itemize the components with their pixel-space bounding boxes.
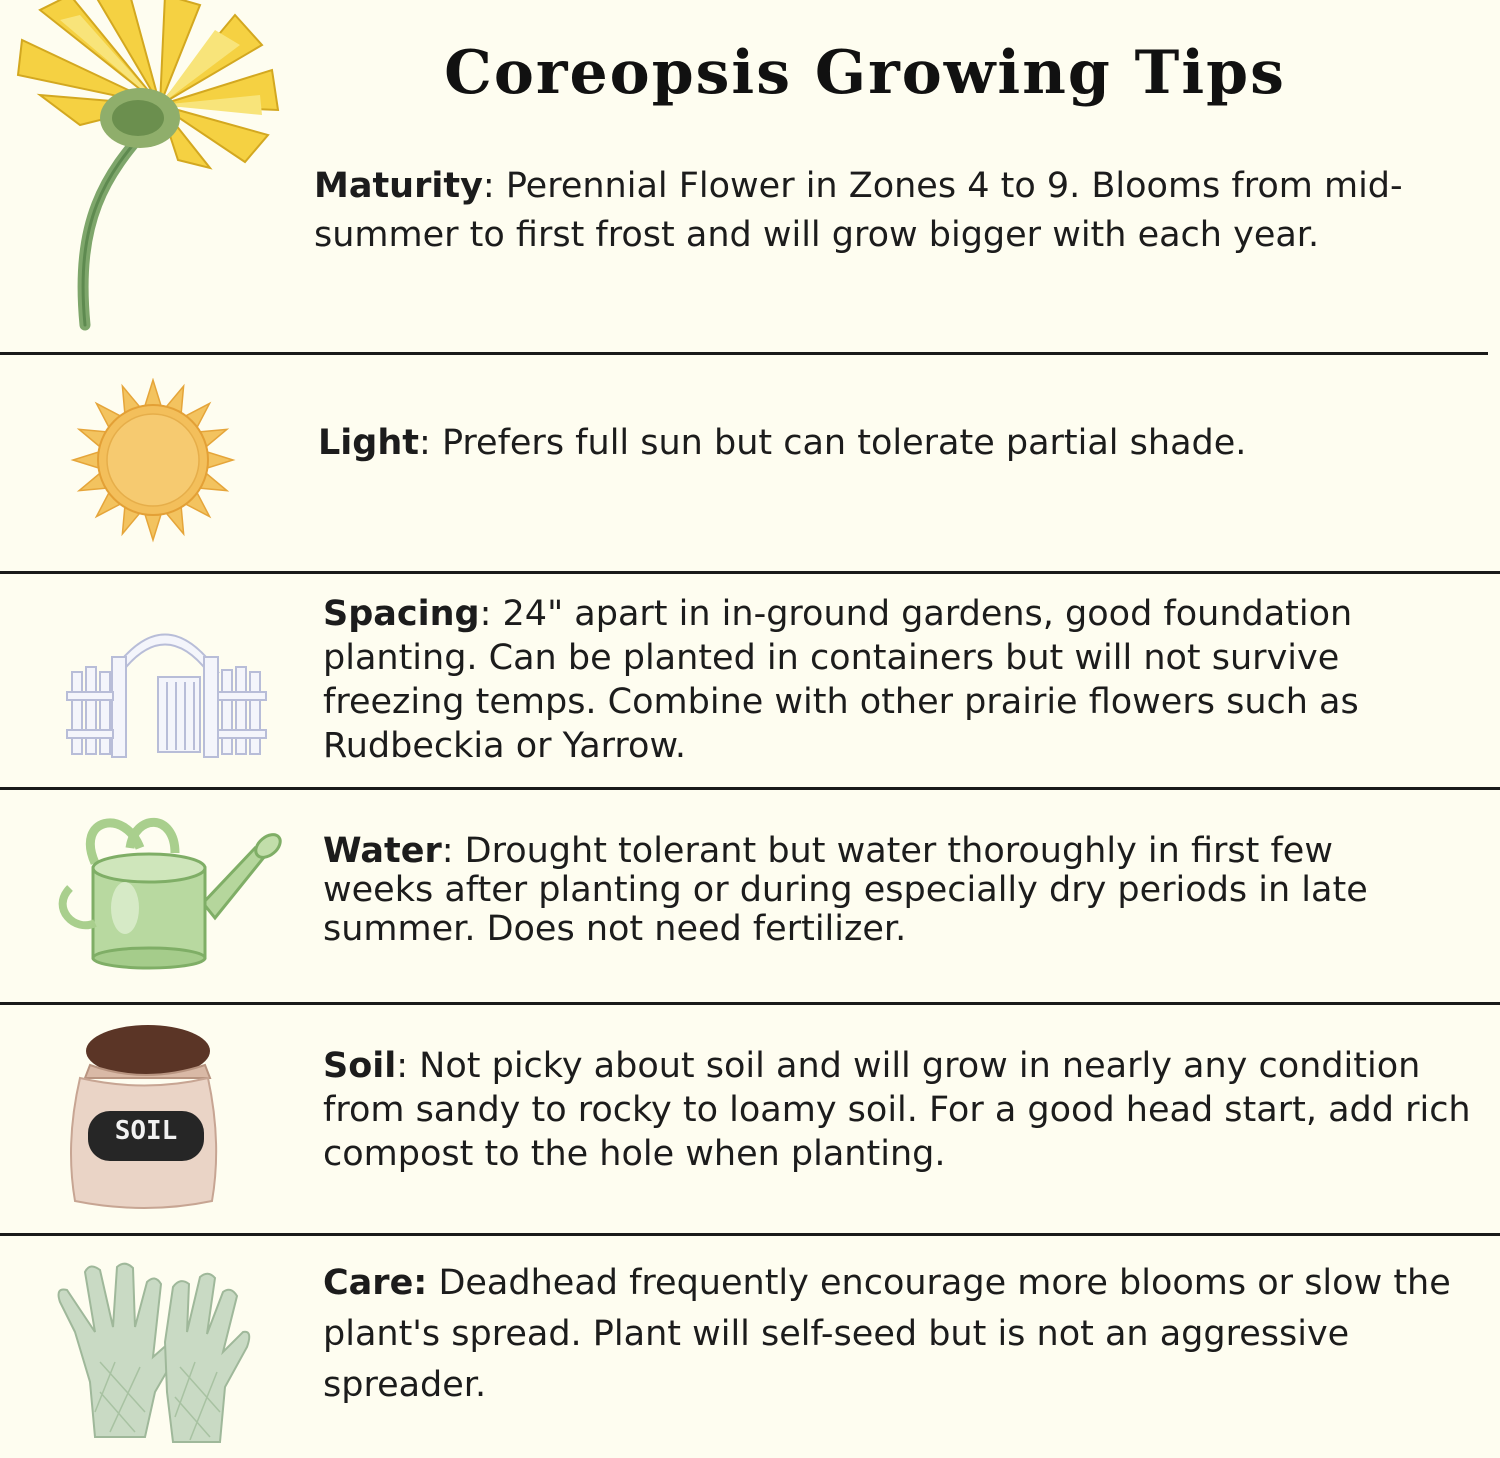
tip-separator [427, 1263, 438, 1303]
tip-label: Care: [323, 1263, 428, 1303]
tip-maturity [314, 162, 1464, 260]
divider [0, 787, 1500, 790]
tip-separator: : [441, 831, 465, 871]
watering-can-icon [55, 808, 295, 978]
tip-spacing [323, 592, 1433, 768]
garden-gate-icon [62, 612, 272, 762]
divider [0, 1233, 1500, 1236]
tip-water [323, 832, 1423, 950]
divider [0, 571, 1500, 574]
tip-separator: : [396, 1046, 420, 1086]
tip-text: Deadhead frequently encourage more blooms or slow the plant's spread. Plant will self-seed but is not an aggressive spreader. [323, 1263, 1451, 1405]
tip-separator: : [479, 594, 503, 634]
divider [0, 352, 1488, 355]
tip-light [318, 420, 1468, 466]
tip-label: Light [318, 423, 420, 463]
page-title: Coreopsis Growing Tips [444, 38, 1286, 108]
tip-label: Maturity [314, 166, 483, 206]
tip-label: Spacing [323, 594, 480, 634]
tip-care [323, 1258, 1473, 1410]
tip-text: Drought tolerant but water thoroughly in first few weeks after planting or during especially dry periods in late summer. Does not need fertilizer. [323, 831, 1368, 950]
tip-separator: : [482, 166, 506, 206]
tip-text: Not picky about soil and will grow in nearly any condition from sandy to rocky to loamy soil. For a good head start, add rich compost to the hole when planting. [323, 1046, 1471, 1175]
tip-text: 24" apart in in-ground gardens, good foundation planting. Can be planted in containers but will not survive freezing temps. Combine with other prairie flowers such as Rudbeckia or Yarrow. [323, 594, 1359, 767]
gardening-gloves-icon [55, 1262, 255, 1457]
tip-separator: : [419, 423, 442, 463]
sun-icon [58, 378, 248, 543]
tip-text: Prefers full sun but can tolerate partial shade. [441, 423, 1247, 463]
soil-bag-label: SOIL [114, 1116, 178, 1146]
coreopsis-flower-icon [0, 0, 300, 340]
divider [0, 1002, 1500, 1005]
tip-text: Perennial Flower in Zones 4 to 9. Blooms from mid-summer to first frost and will grow bigger with each year. [314, 166, 1403, 255]
tip-label: Soil [323, 1046, 397, 1086]
tip-soil [323, 1044, 1473, 1176]
tip-label: Water [323, 831, 442, 871]
